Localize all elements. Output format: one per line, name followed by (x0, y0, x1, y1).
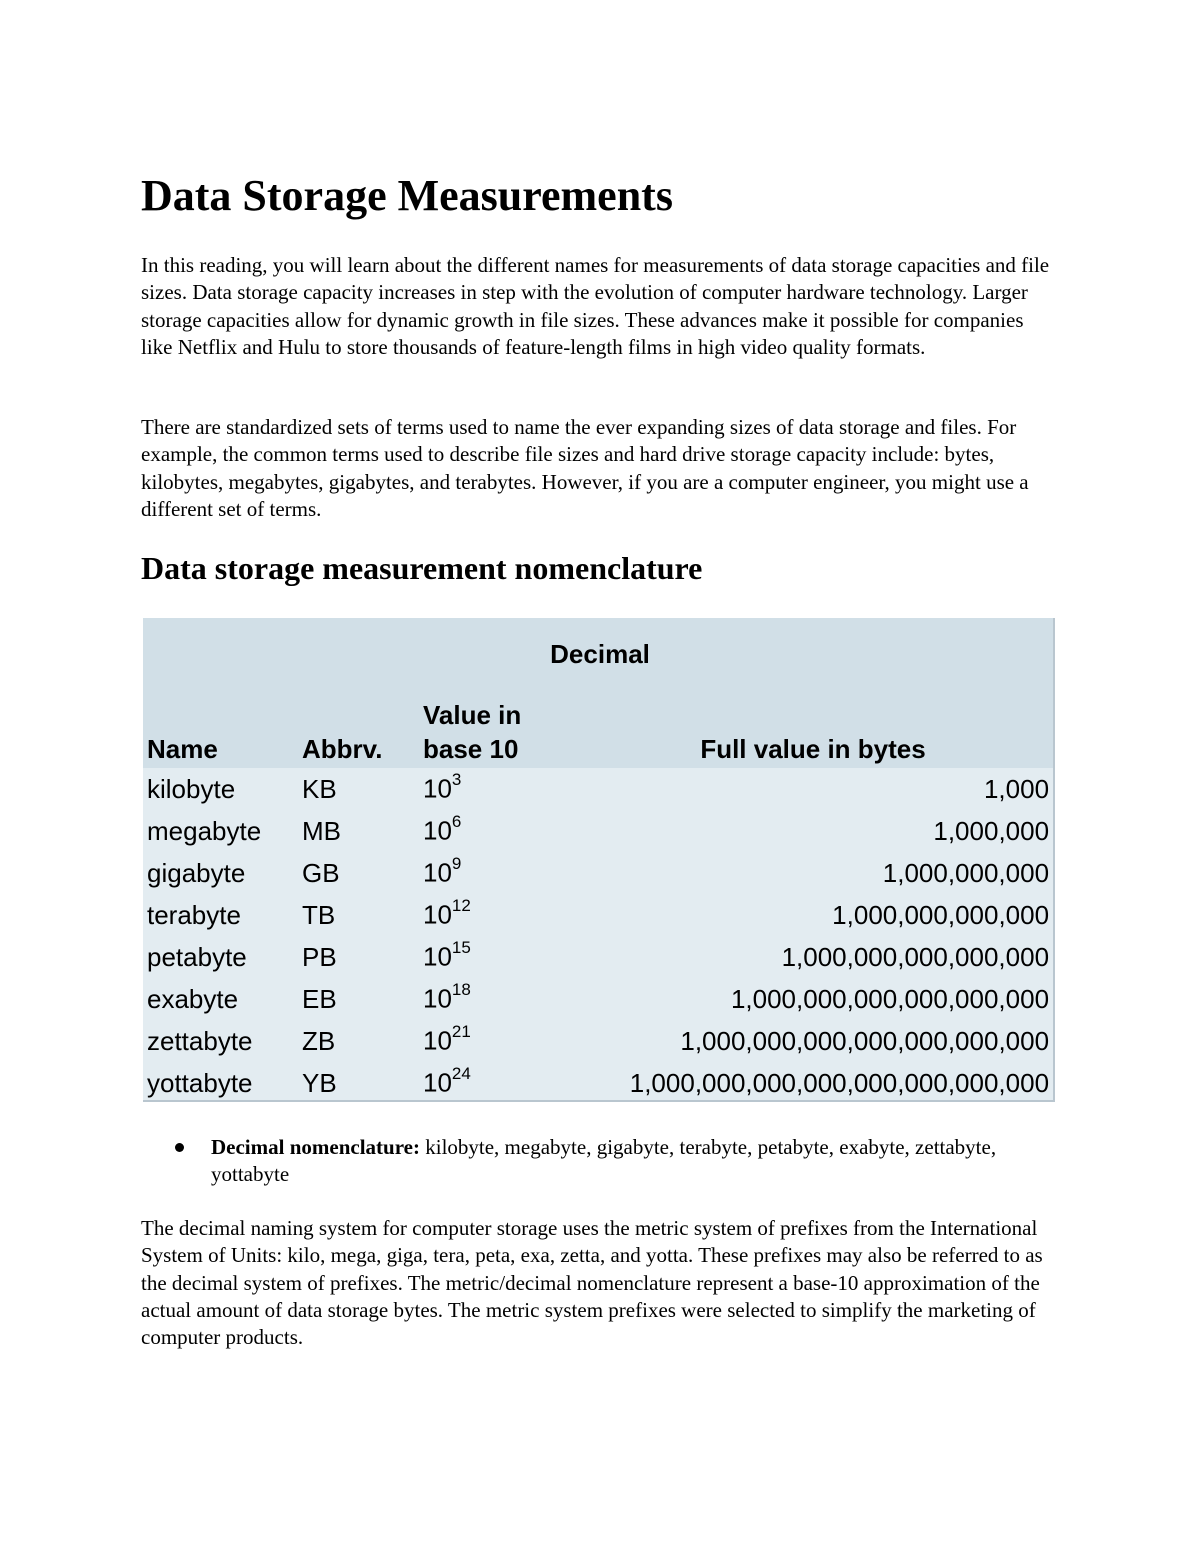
table-group-header: Decimal (143, 618, 1053, 690)
table-row (143, 768, 1053, 810)
column-header-abbrv: Abbrv. (298, 690, 419, 768)
bullet-text: kilobyte, megabyte, gigabyte, terabyte, petabyte, exabyte, zettabyte, yottabyte (211, 1135, 997, 1187)
cell-name: petabyte (147, 941, 247, 972)
column-header-name: Name (143, 690, 298, 768)
cell-abbrv: MB (302, 815, 341, 846)
column-header-full: Full value in bytes (569, 690, 1053, 768)
bullet-label: Decimal nomenclature: (211, 1135, 420, 1159)
cell-base: 10 (423, 857, 452, 888)
cell-full-value: 1,000,000,000,000 (832, 899, 1050, 930)
closing-paragraph: The decimal naming system for computer storage uses the metric system of prefixes from the International System of Units: kilo, mega, giga, tera, peta, exa, zetta, and yotta. These prefixes may also be referred to as the decimal system of prefixes. The metric/decimal nomenclature represent a base-10 approximation of the actual amount of data storage bytes. The metric system prefixes were selected to simplify the marketing of computer products. (141, 1216, 1043, 1350)
cell-full-value: 1,000,000,000 (882, 857, 1050, 888)
cell-abbrv: ZB (302, 1025, 336, 1056)
cell-base10 (419, 978, 569, 1020)
cell-exponent: 6 (451, 812, 462, 832)
cell-base: 10 (423, 899, 452, 930)
cell-abbrv: KB (302, 773, 337, 804)
cell-exponent: 12 (451, 896, 471, 916)
cell-base10 (419, 1020, 569, 1062)
cell-name: megabyte (147, 815, 262, 846)
cell-exponent: 18 (451, 980, 471, 1000)
cell-full-value: 1,000 (983, 773, 1050, 804)
cell-name: terabyte (147, 899, 241, 930)
cell-name: exabyte (147, 983, 239, 1014)
cell-base10 (419, 1062, 569, 1104)
column-header-base10-line1: Value in (423, 700, 522, 730)
table-body (143, 768, 1053, 1104)
list-item (211, 1134, 1059, 1189)
cell-abbrv: PB (302, 941, 337, 972)
table-row (143, 978, 1053, 1020)
cell-base10 (419, 810, 569, 852)
cell-exponent: 3 (451, 770, 462, 790)
cell-full-value: 1,000,000,000,000,000,000 (730, 983, 1050, 1014)
cell-full-value: 1,000,000 (933, 815, 1050, 846)
bullet-list (141, 1134, 1059, 1189)
cell-exponent: 9 (451, 854, 462, 874)
cell-full-value: 1,000,000,000,000,000 (781, 941, 1050, 972)
cell-base10 (419, 852, 569, 894)
intro-paragraph: In this reading, you will learn about the different names for measurements of data storage capacities and file sizes. Data storage capacity increases in step with the evolution of computer hardware technology. Larger storage capacities allow for dynamic growth in file sizes. These advances make it possible for companies like Netflix and Hulu to store thousands of feature-length films in high video quality formats. (141, 253, 1050, 359)
cell-base: 10 (423, 815, 452, 846)
cell-base: 10 (423, 1067, 452, 1098)
cell-base10 (419, 894, 569, 936)
cell-exponent: 21 (451, 1022, 471, 1042)
cell-abbrv: YB (302, 1067, 337, 1098)
cell-name: yottabyte (147, 1067, 253, 1098)
cell-base: 10 (423, 983, 452, 1014)
cell-name: zettabyte (147, 1025, 253, 1056)
section-heading: Data storage measurement nomenclature (141, 550, 703, 586)
table-row (143, 936, 1053, 978)
cell-base: 10 (423, 941, 452, 972)
nomenclature-table (143, 618, 1055, 1102)
table-row (143, 1062, 1053, 1104)
cell-name: gigabyte (147, 857, 246, 888)
cell-abbrv: EB (302, 983, 337, 1014)
terms-paragraph: There are standardized sets of terms used to name the ever expanding sizes of data storage and files. For example, the common terms used to describe file sizes and hard drive storage capacity include: bytes, kilobytes, megabytes, gigabytes, and terabytes. However, if you are a computer engineer, you might use a different set of terms. (141, 415, 1029, 521)
column-header-base10 (419, 690, 569, 768)
page-title: Data Storage Measurements (141, 171, 673, 220)
cell-exponent: 15 (451, 938, 471, 958)
bullet-dot-icon (175, 1143, 184, 1152)
cell-exponent: 24 (451, 1064, 471, 1084)
cell-base: 10 (423, 773, 452, 804)
table-row (143, 852, 1053, 894)
table-row (143, 810, 1053, 852)
cell-base10 (419, 768, 569, 810)
cell-abbrv: GB (302, 857, 340, 888)
cell-full-value: 1,000,000,000,000,000,000,000 (680, 1025, 1050, 1056)
table-row (143, 1020, 1053, 1062)
column-header-base10-line2: base 10 (423, 734, 519, 764)
table-row (143, 894, 1053, 936)
cell-abbrv: TB (302, 899, 336, 930)
cell-base10 (419, 936, 569, 978)
cell-full-value: 1,000,000,000,000,000,000,000,000 (629, 1067, 1050, 1098)
cell-base: 10 (423, 1025, 452, 1056)
cell-name: kilobyte (147, 773, 236, 804)
